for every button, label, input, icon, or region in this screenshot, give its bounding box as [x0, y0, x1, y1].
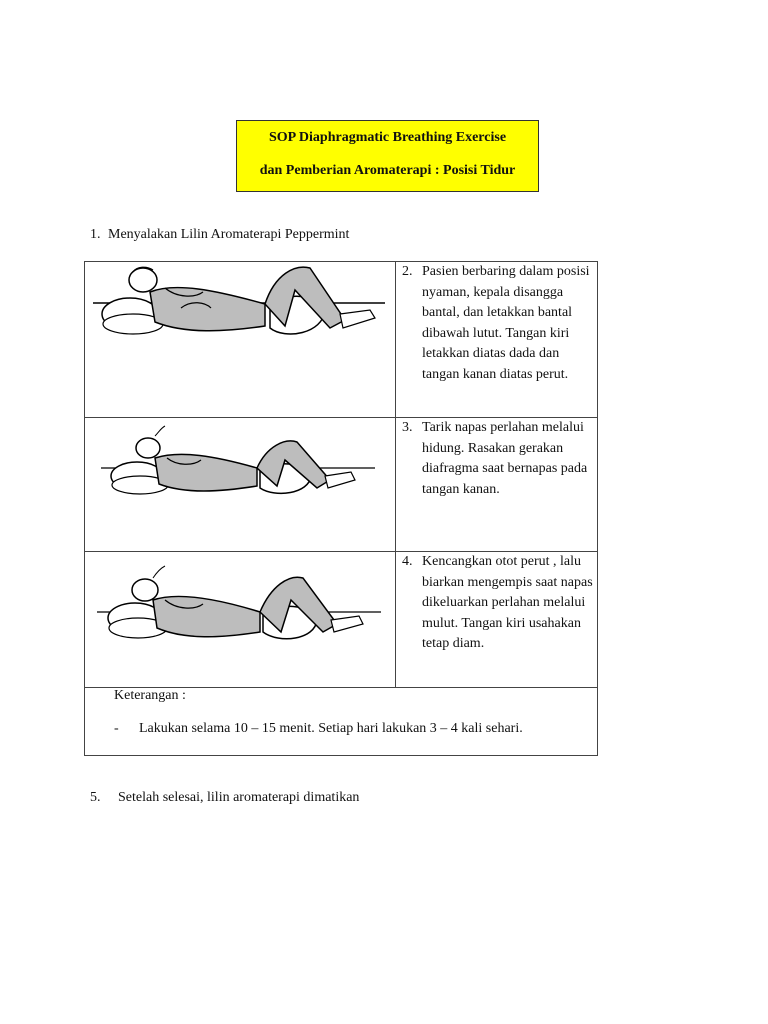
table-row: [85, 688, 598, 756]
step-4-text: Kencangkan otot perut , lalu biarkan mengempis saat napas dikeluarkan perlahan melalui mulut. Tangan kiri usahakan tetap diam.: [422, 554, 593, 652]
illustration-cell-3: [85, 552, 396, 688]
step-3-cell: [396, 418, 598, 552]
step-2-cell: [396, 262, 598, 418]
step-1-number: 1.: [90, 227, 101, 242]
keterangan-cell: [85, 688, 598, 756]
step-5-text: Setelah selesai, lilin aromaterapi dimatikan: [118, 790, 360, 805]
illustration-cell-2: [85, 418, 396, 552]
illustration-cell-1: [85, 262, 396, 418]
sop-table: [84, 261, 598, 756]
step-2-text: Pasien berbaring dalam posisi nyaman, kepala disangga bantal, dan letakkan bantal dibawah lutut. Tangan kiri letakkan diatas dada dan tangan kanan diatas perut.: [422, 264, 590, 382]
step-5: [90, 790, 359, 806]
table-row: [85, 418, 598, 552]
table-row: [85, 262, 598, 418]
title-line-2: dan Pemberian Aromaterapi : Posisi Tidur: [259, 163, 516, 178]
keterangan: [85, 688, 597, 755]
table-row: [85, 552, 598, 688]
lying-figure-illustration-3: [85, 552, 395, 687]
lying-figure-illustration-2: [85, 418, 395, 551]
step-3-number: 3.: [402, 420, 413, 435]
step-5-number: 5.: [90, 790, 101, 805]
keterangan-text: Lakukan selama 10 – 15 menit. Setiap hari lakukan 3 – 4 kali sehari.: [139, 721, 523, 736]
title-line-1: SOP Diaphragmatic Breathing Exercise: [268, 130, 507, 145]
step-4-number: 4.: [402, 554, 413, 569]
lying-figure-illustration-1: [85, 262, 395, 417]
step-2: [396, 262, 597, 386]
step-4-cell: [396, 552, 598, 688]
step-4: [396, 552, 597, 655]
keterangan-bullet: -: [114, 721, 119, 736]
step-3: [396, 418, 597, 500]
keterangan-label: Keterangan :: [114, 688, 186, 703]
step-2-number: 2.: [402, 264, 413, 279]
title-box: [236, 120, 539, 192]
step-1-text: Menyalakan Lilin Aromaterapi Peppermint: [108, 227, 350, 242]
step-3-text: Tarik napas perlahan melalui hidung. Rasakan gerakan diafragma saat bernapas pada tangan kanan.: [422, 420, 588, 497]
step-1: [90, 227, 349, 243]
